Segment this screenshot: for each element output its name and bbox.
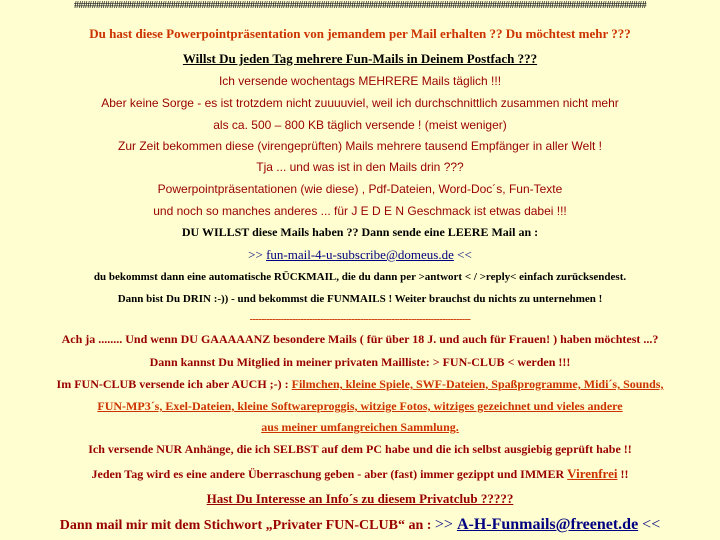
fun-club-membership-text: Dann kannst Du Mitglied in meiner privaten Mailliste: > FUN-CLUB < werden !!! xyxy=(149,355,571,369)
hash-divider: ################################################################################################################################## xyxy=(73,0,646,11)
special-mails-text: Ach ja ........ Und wenn DU GAAAAANZ besondere Mails ( für über 18 J. und auch für Frauen! ) haben möchtest ...? xyxy=(61,332,659,346)
subscribe-arrow-left: >> xyxy=(248,247,267,262)
virenfrei-link[interactable]: Virenfrei xyxy=(567,466,618,481)
contents-question: Tja ... und was ist in den Mails drin ??? xyxy=(256,160,464,174)
interest-question: Hast Du Interesse an Info´s zu diesem Privatclub ????? xyxy=(206,491,514,506)
subscribe-arrow-right: << xyxy=(453,247,472,262)
fun-club-contents-continued[interactable]: FUN-MP3´s, Exel-Dateien, kleine Softwareproggis, witzige Fotos, witziges gezeichnet und vieles andere xyxy=(97,399,623,413)
fun-club-contents-link[interactable]: Filmchen, kleine Spiele, SWF-Dateien, Spaßprogramme, Midi´s, Sounds, xyxy=(291,377,664,391)
taste-text: und noch so manches anderes ... für J E D E N Geschmack ist etwas dabei !!! xyxy=(153,204,567,218)
recipients-text: Zur Zeit bekommen diese (virengeprüften) Mails mehrere tausend Empfänger in aller Welt ! xyxy=(118,139,602,153)
fun-club-collection-text[interactable]: aus meiner umfangreichen Sammlung. xyxy=(261,420,459,434)
subscribe-line xyxy=(0,247,720,263)
rueckmail-text: du bekommst dann eine automatische RÜCKMAIL, die du dann per >antwort < / >reply< einfach zurücksendest. xyxy=(93,271,627,283)
subscribe-instruction: DU WILLST diese Mails haben ?? Dann sende eine LEERE Mail an : xyxy=(181,225,539,239)
fun-mails-question: Willst Du jeden Tag mehrere Fun-Mails in Deinem Postfach ??? xyxy=(182,51,538,66)
volume-text: Aber keine Sorge - es ist trotzdem nicht zuuuuviel, weil ich durchschnittlich zusammen nicht mehr xyxy=(101,96,619,110)
subscribe-email-link[interactable]: fun-mail-4-u-subscribe@domeus.de xyxy=(266,247,454,262)
contact-text: Dann mail mir mit dem Stichwort „Privater FUN-CLUB“ an : xyxy=(59,518,435,533)
frequency-text: Ich versende wochentags MEHRERE Mails täglich !!! xyxy=(218,74,502,88)
surprise-line xyxy=(0,466,720,482)
fun-club-contents-prefix: Im FUN-CLUB versende ich aber AUCH ;-) : xyxy=(56,377,292,391)
contents-list: Powerpointpräsentationen (wie diese) , Pdf-Dateien, Word-Doc´s, Fun-Texte xyxy=(157,182,563,196)
surprise-suffix: !! xyxy=(617,467,629,481)
fun-club-contents-line xyxy=(0,377,720,392)
attachments-text: Ich versende NUR Anhänge, die ich SELBST auf dem PC habe und die ich selbst ausgiebig geprüft habe !! xyxy=(88,442,632,456)
contact-email-link[interactable]: A-H-Funmails@freenet.de xyxy=(456,516,639,533)
size-text: als ca. 500 – 800 KB täglich versende ! (meist weniger) xyxy=(213,118,507,132)
intro-question: Du hast diese Powerpointpräsentation von jemandem per Mail erhalten ?? Du möchtest mehr ??? xyxy=(89,26,631,41)
contact-arrow-left: >> xyxy=(434,516,457,533)
contact-arrow-right: << xyxy=(638,516,661,533)
drin-text: Dann bist Du DRIN :-)) - und bekommst die FUNMAILS ! Weiter brauchst du nichts zu unternehmen ! xyxy=(117,293,603,305)
contact-line xyxy=(0,516,720,534)
surprise-text: Jeden Tag wird es eine andere Überraschung geben - aber (fast) immer gezippt und IMMER xyxy=(91,467,568,481)
dash-divider: ------------------------------------------------------------------------------ xyxy=(249,314,471,325)
